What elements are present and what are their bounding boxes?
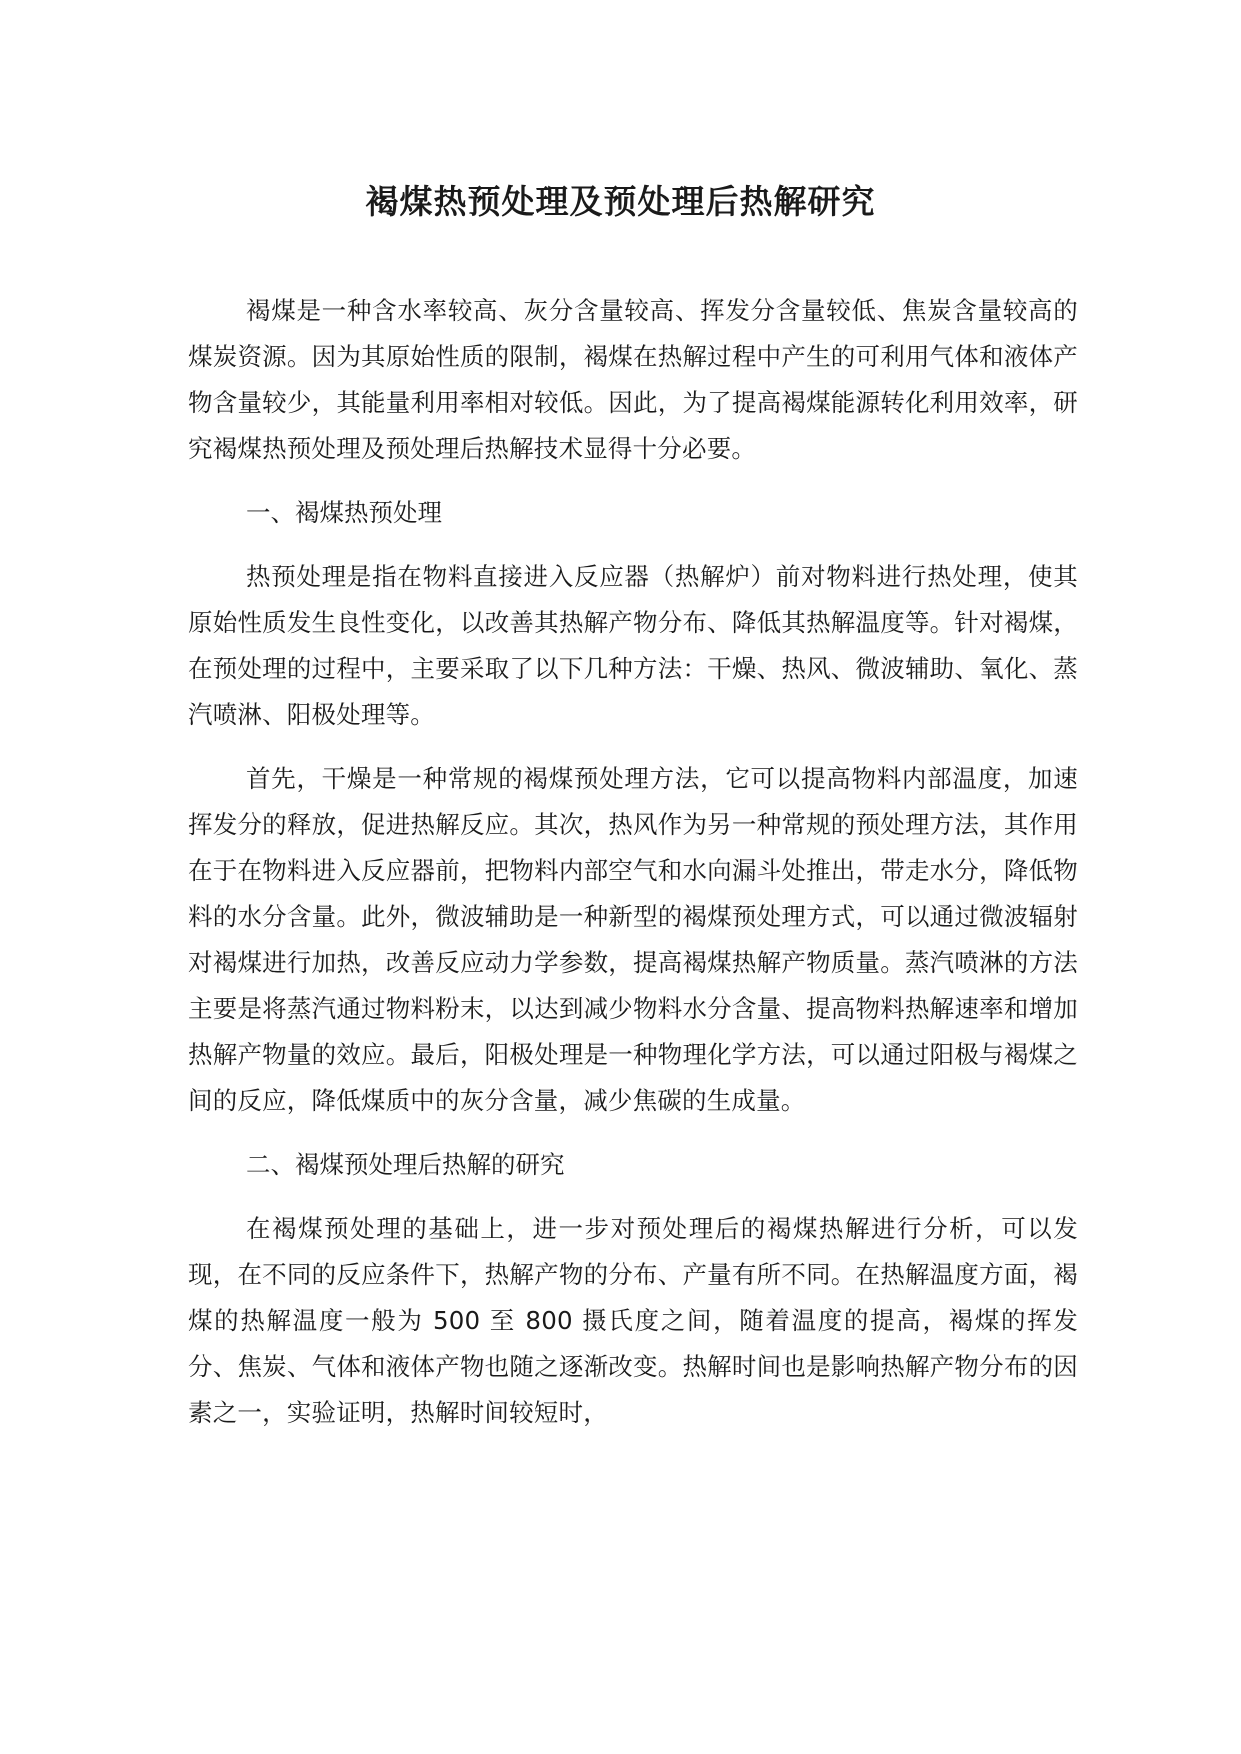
section-1-heading: 一、褐煤热预处理 xyxy=(246,498,442,527)
document-body xyxy=(188,288,1078,1454)
section-1-paragraph-2: 首先，干燥是一种常规的褐煤预处理方法，它可以提高物料内部温度，加速挥发分的释放，促进热解反应。其次，热风作为另一种常规的预处理方法，其作用在于在物料进入反应器前，把物料内部空气和水向漏斗处推出，带走水分，降低物料的水分含量。此外，微波辅助是一种新型的褐煤预处理方式，可以通过微波辐射对褐煤进行加热，改善反应动力学参数，提高褐煤热解产物质量。蒸汽喷淋的方法主要是将蒸汽通过物料粉末，以达到减少物料水分含量、提高物料热解速率和增加热解产物量的效应。最后，阳极处理是一种物理化学方法，可以通过阳极与褐煤之间的反应，降低煤质中的灰分含量，减少焦碳的生成量。 xyxy=(188,764,1078,1115)
section-2-paragraph-1: 在褐煤预处理的基础上，进一步对预处理后的褐煤热解进行分析，可以发现，在不同的反应条件下，热解产物的分布、产量有所不同。在热解温度方面，褐煤的热解温度一般为 500 至 800 摄氏度之间，随着温度的提高，褐煤的挥发分、焦炭、气体和液体产物也随之逐渐改变。热解时间也是影响热解产物分布的因素之一，实验证明，热解时间较短时， xyxy=(188,1214,1078,1427)
section-1-paragraph-1: 热预处理是指在物料直接进入反应器（热解炉）前对物料进行热处理，使其原始性质发生良性变化，以改善其热解产物分布、降低其热解温度等。针对褐煤，在预处理的过程中，主要采取了以下几种方法：干燥、热风、微波辅助、氧化、蒸汽喷淋、阳极处理等。 xyxy=(188,562,1078,729)
document-title: 褐煤热预处理及预处理后热解研究 xyxy=(365,182,876,221)
section-2-heading: 二、褐煤预处理后热解的研究 xyxy=(246,1150,565,1179)
intro-paragraph: 褐煤是一种含水率较高、灰分含量较高、挥发分含量较低、焦炭含量较高的煤炭资源。因为其原始性质的限制，褐煤在热解过程中产生的可利用气体和液体产物含量较少，其能量利用率相对较低。因此，为了提高褐煤能源转化利用效率，研究褐煤热预处理及预处理后热解技术显得十分必要。 xyxy=(188,296,1078,463)
